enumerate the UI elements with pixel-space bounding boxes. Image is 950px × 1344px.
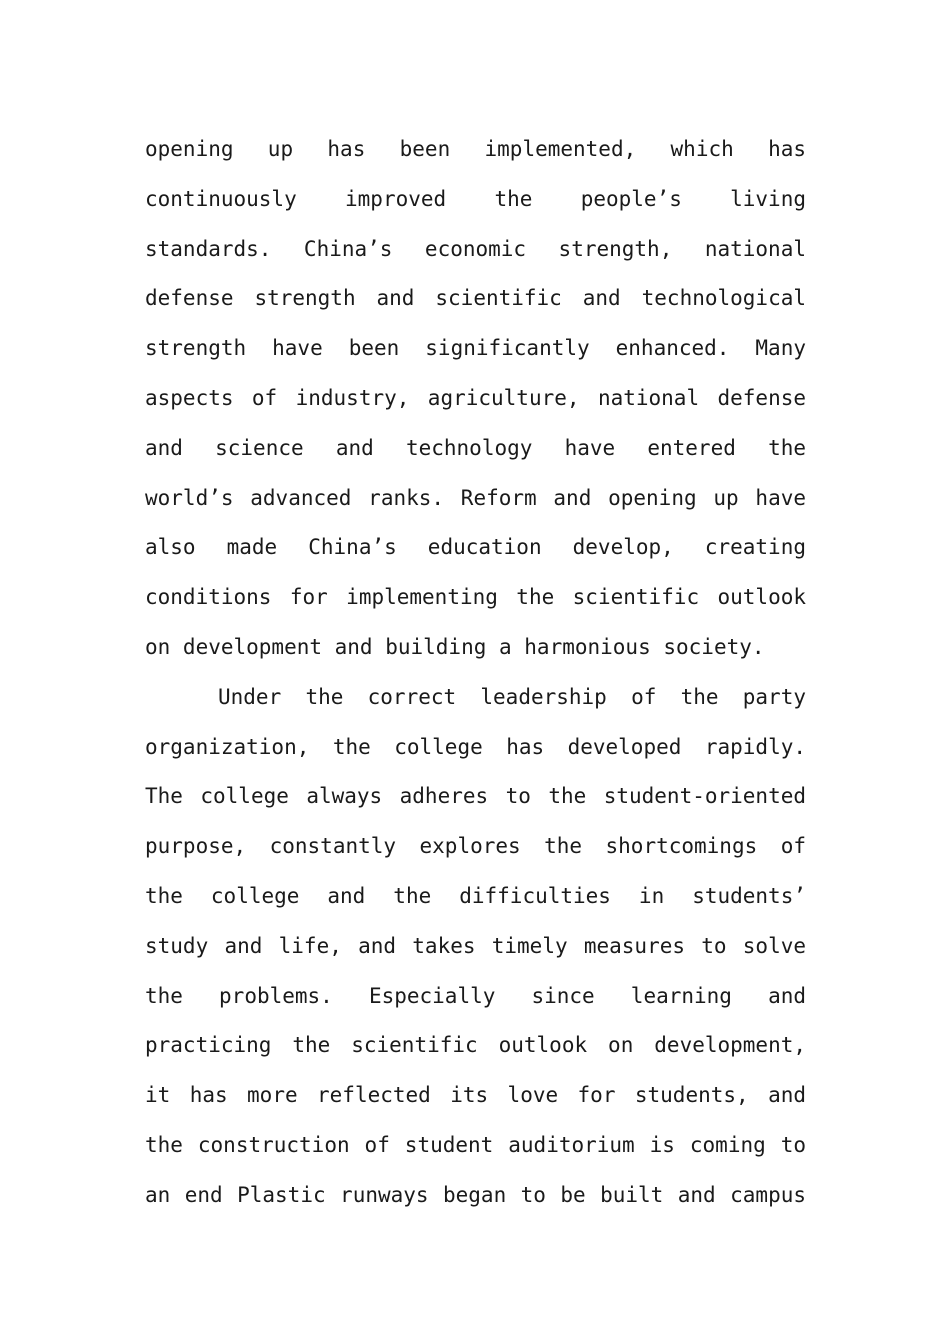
text-line: world’s advanced ranks. Reform and opening up have [145, 485, 806, 510]
paragraph-1 [145, 125, 806, 673]
text-line: continuously improved the people’s living [145, 186, 806, 211]
text-line: and science and technology have entered the [145, 435, 806, 460]
text-line: purpose, constantly explores the shortcomings of [145, 834, 806, 859]
text-line: an end Plastic runways began to be built and campus [145, 1182, 806, 1207]
text-line: defense strength and scientific and technological [145, 286, 806, 311]
text-line: the construction of student auditorium is coming to [145, 1132, 806, 1157]
text-line: the problems. Especially since learning and [145, 983, 806, 1008]
text-line: strength have been significantly enhanced. Many [145, 336, 806, 361]
body-text [145, 125, 806, 1221]
text-line: practicing the scientific outlook on development, [145, 1033, 806, 1058]
text-line: the college and the difficulties in students’ [145, 883, 806, 908]
text-line: on development and building a harmonious society. [145, 634, 765, 659]
text-line: conditions for implementing the scientific outlook [145, 585, 806, 610]
text-line: The college always adheres to the student-oriented [145, 784, 806, 809]
text-line: opening up has been implemented, which has [145, 137, 806, 161]
text-line: aspects of industry, agriculture, national defense [145, 385, 806, 410]
text-line: it has more reflected its love for students, and [145, 1083, 806, 1108]
text-line: study and life, and takes timely measures to solve [145, 933, 806, 958]
text-line: standards. China’s economic strength, national [145, 236, 806, 261]
text-line: organization, the college has developed rapidly. [145, 734, 806, 759]
text-line: also made China’s education develop, creating [145, 535, 806, 560]
text-line: Under the correct leadership of the party [218, 684, 806, 709]
paragraph-2 [145, 673, 806, 1221]
